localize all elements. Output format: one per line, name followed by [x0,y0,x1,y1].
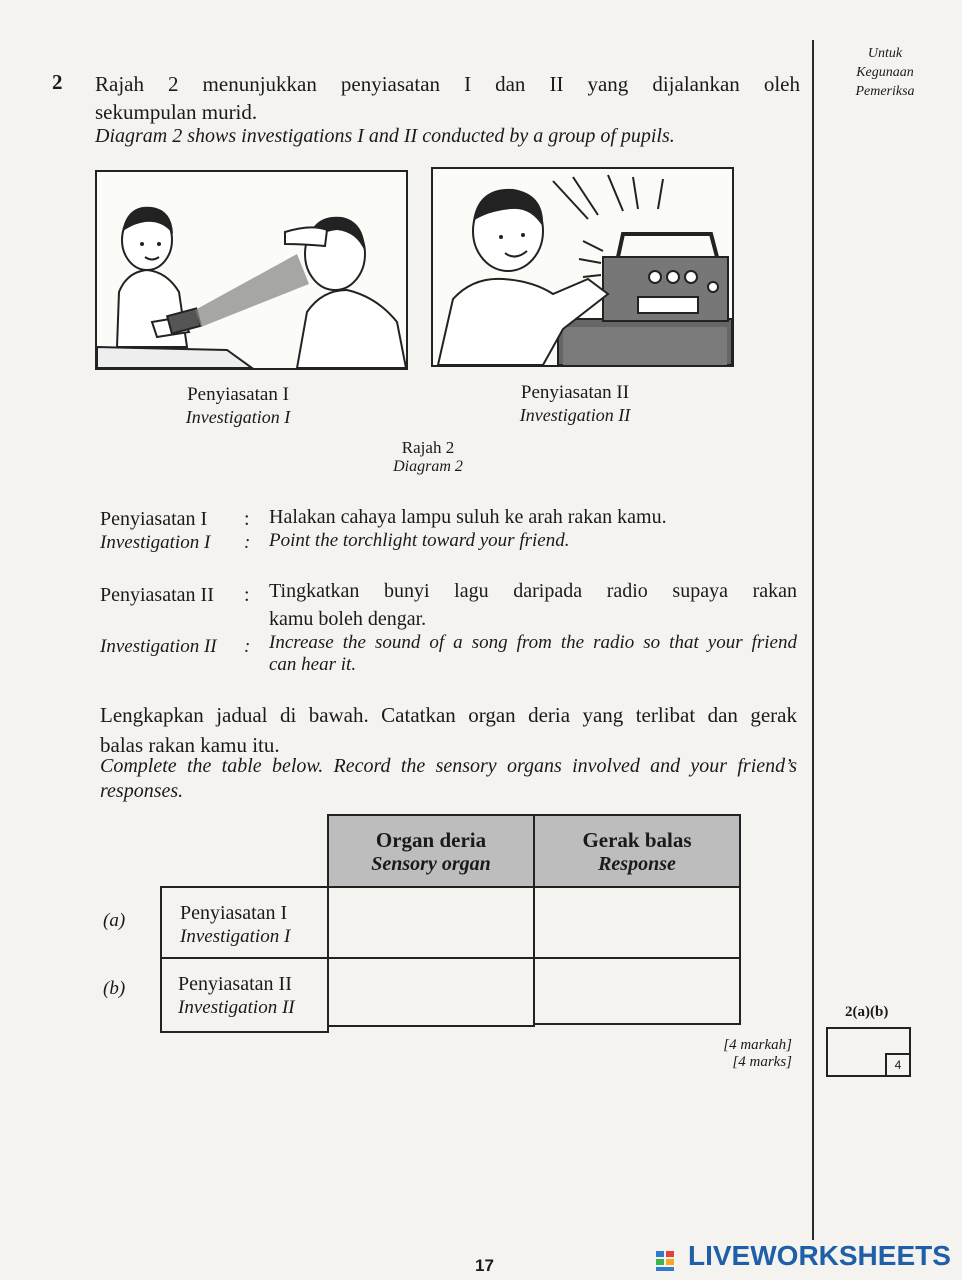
row-b-letter: (b) [103,978,126,999]
row-a-label-cell [160,886,329,959]
score-label: 2(a)(b) [845,1004,889,1020]
inv1-text-en: Point the torchlight toward your friend. [269,530,570,551]
inv2-label-ms: Penyiasatan II [100,584,214,606]
table-header [327,814,741,888]
row-a-label-en: Investigation I [180,926,291,947]
header-response: Gerak balas Response [582,828,692,875]
question-text-en: Diagram 2 shows investigations I and II conducted by a group of pupils. [95,125,675,147]
caption-investigation-2: Penyiasatan II Investigation II [519,382,631,425]
inv1-colon: : [244,508,250,530]
row-a-sensory-organ-input[interactable] [327,886,535,959]
torchlight-illustration [97,172,406,368]
question-text-ms-line2: sekumpulan murid. [95,100,258,124]
score-max: 4 [885,1053,911,1077]
task-text-en-line1: Complete the table below. Record the sensory organs involved and your friend’s [100,755,797,777]
marks-label: [4 markah] [4 marks] [723,1037,792,1070]
task-text-en-line2: responses. [100,780,184,802]
score-box [826,1027,911,1077]
brand-grid-icon [656,1249,684,1273]
examiner-column-divider [812,40,814,1240]
brand-name: LIVEWORKSHEETS [688,1240,951,1271]
row-a-response-input[interactable] [533,886,741,959]
caption-investigation-1: Penyiasatan I Investigation I [185,384,291,427]
row-a-letter: (a) [103,910,126,931]
header-sensory-organ: Organ deria Sensory organ [371,828,491,875]
inv1-label-en: Investigation I [100,532,211,553]
inv2-colon-en: : [244,636,251,657]
inv1-label-ms: Penyiasatan I [100,508,208,530]
row-b-sensory-organ-input[interactable] [327,957,535,1027]
row-b-label-ms: Penyiasatan II [178,973,292,995]
task-text-ms-line2: balas rakan kamu itu. [100,733,280,757]
row-a-label-ms: Penyiasatan I [180,902,288,924]
inv2-colon: : [244,584,250,606]
diagram-title: Rajah 2 Diagram 2 [393,438,463,475]
row-b-label-cell [160,957,329,1033]
page-number: 17 [475,1256,494,1275]
inv2-label-en: Investigation II [100,636,217,657]
inv1-colon-en: : [244,532,251,553]
inv2-text-ms-line2: kamu boleh dengar. [269,608,427,630]
row-b-label-en: Investigation II [178,997,295,1018]
inv1-text-ms: Halakan cahaya lampu suluh ke arah rakan kamu. [269,506,667,528]
row-b-response-input[interactable] [533,957,741,1025]
investigation-1-illustration [95,170,408,370]
inv2-text-ms-line1: Tingkatkan bunyi lagu daripada radio supaya rakan [269,580,797,602]
question-number: 2 [52,70,63,94]
inv2-text-en-line1: Increase the sound of a song from the radio so that your friend [269,632,797,653]
radio-illustration [433,169,732,365]
liveworksheets-logo[interactable] [656,1240,951,1273]
task-text-ms-line1: Lengkapkan jadual di bawah. Catatkan organ deria yang terlibat dan gerak [100,703,797,727]
examiner-note: Untuk Kegunaan Pemeriksa [855,46,915,99]
question-text-ms-line1: Rajah 2 menunjukkan penyiasatan I dan II yang dijalankan oleh [95,72,800,96]
inv2-text-en-line2: can hear it. [269,654,357,675]
investigation-2-illustration [431,167,734,367]
